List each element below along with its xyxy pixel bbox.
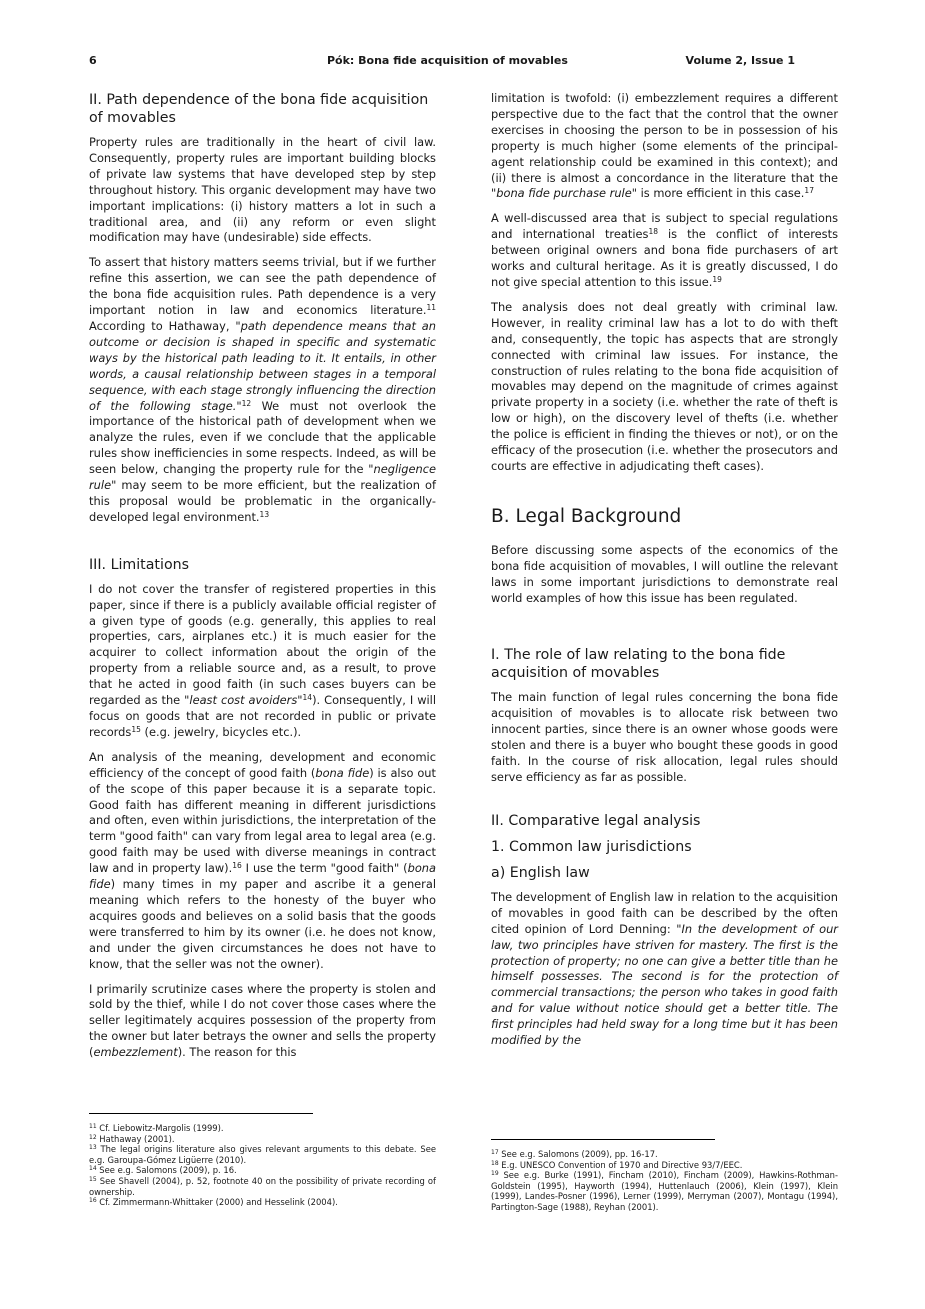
- footnote-ref[interactable]: 18: [648, 227, 658, 237]
- footnote: $^{15}$ See Shavell (2004), p. 52, footnote 40 on the possibility of private recording of ownership.: [89, 1175, 436, 1197]
- footnote: $^{11}$ Cf. Liebowitz-Margolis (1999).: [89, 1123, 224, 1133]
- section-heading-limitations: III. Limitations: [89, 556, 190, 573]
- subheading-english-law: a) English law: [491, 864, 590, 881]
- quotation: In the development of our law, two principles have striven for mastery. The first is the protection of property; no one can give a better title than he himself possesses. The second is for the protection of commercial transactions; the person who takes in good faith and for value without notice should get a better title. The first principles had held sway for a long time but it has been modified by the: [491, 921, 838, 1048]
- footnote-ref[interactable]: 11: [426, 303, 436, 313]
- running-title: Pók: Bona fide acquisition of movables: [327, 54, 568, 67]
- footnote-divider: [89, 1113, 313, 1114]
- paragraph: Before discussing some aspects of the economics of the bona fide acquisition of movables, I will outline the relevant laws in some important jurisdictions to demonstrate real world examples of how this issue has been regulated.: [491, 542, 838, 605]
- footnotes-right: [491, 1139, 838, 1213]
- paragraph: The main function of legal rules concerning the bona fide acquisition of movables is to allocate risk between two innocent parties, since there is an owner whose goods were stolen and there is a buyer who bought these goods in good faith. In the course of risk allocation, legal rules should serve efficiency as far as possible.: [491, 690, 838, 784]
- subheading-common-law: 1. Common law jurisdictions: [491, 838, 692, 855]
- paragraph: A well-discussed area that is subject to special regulations and international treaties$^{18}$ is the conflict of interests between original owners and bona fide purchasers of art works and cultural heritage. As it is greatly discussed, I do not give special attention to this issue.$^{19}$: [491, 211, 838, 289]
- footnote: $^{13}$ The legal origins literature also gives relevant arguments to this debate. See e.g. Garoupa-Gómez Ligüerre (2010).: [89, 1144, 436, 1165]
- footnote-ref[interactable]: 19: [712, 274, 722, 284]
- left-column: [89, 91, 436, 1070]
- footnote-ref[interactable]: 16: [232, 861, 242, 871]
- footnote: $^{16}$ Cf. Zimmermann-Whittaker (2000) and Hesselink (2004).: [89, 1197, 338, 1208]
- paragraph: The development of English law in relation to the acquisition of movables in good faith can be described by the often cited opinion of Lord Denning: "In the development of our law, two principles have striven for mastery. The first is the protection of property; no one can give a better title than he himself possesses. The second is for the protection of commercial transactions; the person who takes in good faith and for value without notice should get a better title. The first principles had held sway for a long time but it has been modified by the: [491, 889, 838, 1048]
- quotation: path dependence means that an outcome or decision is shaped in specific and systematic ways by the historical path leading to it. It entails, in other words, a causal relationship between stages in a temporal sequence, with each stage strongly influencing the direction of the following stage.: [89, 318, 436, 413]
- footnote-ref[interactable]: 12: [241, 398, 252, 408]
- right-column: [491, 91, 838, 1058]
- paragraph: I primarily scrutinize cases where the property is stolen and sold by the thief, while I do not cover those cases where the seller legitimately acquires possession of the property from the owner but later betrays the owner and sells the property (embezzlement). The reason for this: [89, 981, 436, 1060]
- page-number: 6: [89, 54, 97, 67]
- footnote: $^{17}$ See e.g. Salomons (2009), pp. 16-17.: [491, 1149, 658, 1159]
- footnote-ref[interactable]: 13: [259, 509, 270, 519]
- paragraph: To assert that history matters seems trivial, but if we further refine this assertion, we can see the path dependence of the bona fide acquisition rules. Path dependence is a very important notion in law and economics literature.$^{11}$ According to Hathaway, "path dependence means that an outcome or decision is shaped in specific and systematic ways by the historical path leading to it. It entails, in other words, a causal relationship between stages in a temporal sequence, with each stage strongly influencing the direction of the following stage."$^{12}$ We must not overlook the importance of the historical path of development when we analyze the rules, even if we conclude that the applicable rules show inefficiencies in some respects. Indeed, as will be seen below, changing the property rule for the "negligence rule" may seem to be more efficient, but the realization of this proposal would be problematic in the organically-developed legal environment.$^{13}$: [89, 255, 437, 524]
- footnote: $^{19}$ See e.g. Burke (1991), Fincham (2010), Fincham (2009), Hawkins-Rothman-Goldstein (1995), Hayworth (1994), Huttenlauch (2006), Klein (1997), Klein (1999), Landes-Posner (1996), Lerner (1999), Merryman (2007), Montagu (1994), Partington-Sage (1988), Reyhan (2001).: [491, 1170, 838, 1212]
- footnote-ref[interactable]: 15: [131, 724, 141, 734]
- footnote: $^{12}$ Hathaway (2001).: [89, 1133, 175, 1144]
- footnote-ref[interactable]: 14: [302, 693, 313, 703]
- footnote-ref[interactable]: 17: [804, 186, 814, 196]
- footnote: $^{14}$ See e.g. Salomons (2009), p. 16.: [89, 1165, 237, 1176]
- section-heading-legal-background: B. Legal Background: [491, 505, 682, 527]
- section-heading-comparative-analysis: II. Comparative legal analysis: [491, 812, 701, 829]
- footnotes-left: [89, 1113, 436, 1208]
- footnote-divider: [491, 1139, 715, 1140]
- section-heading-role-of-law: I. The role of law relating to the bona fide acquisition of movables: [491, 647, 786, 682]
- section-heading-path-dependence: II. Path dependence of the bona fide acquisition of movables: [89, 92, 429, 126]
- paragraph: I do not cover the transfer of registered properties in this paper, since if there is a publicly available official register of a given type of goods (e.g. generally, this applies to real properties, cars, airplanes etc.) it is much easier for the acquirer to collect information about the origin of the property from a reliable source and, as a result, to prove that he acted in good faith (in such cases buyers can be regarded as the "least cost avoiders"$^{14}$). Consequently, I will focus on goods that are not recorded in public or private records$^{15}$ (e.g. jewelry, bicycles etc.).: [89, 581, 437, 739]
- paragraph: Property rules are traditionally in the heart of civil law. Consequently, property rules are important building blocks of private law systems that have developed step by step throughout history. This organic development may have two important implications: (i) history matters a lot in such a traditional area, and (ii) any reform or even slight modification may have (undesirable) side effects.: [89, 135, 436, 245]
- paragraph: The analysis does not deal greatly with criminal law. However, in reality criminal law has a lot to do with theft and, consequently, the topic has aspects that are strongly connected with criminal law issues. For instance, the construction of rules relating to the bona fide acquisition of movables may depend on the magnitude of crimes against private property in a society (i.e. whether the rate of theft is low or high), on the discovery level of thefts (i.e. whether the police is efficient in finding the thieves or not), or on the efficacy of the prosecution (i.e. whether the prosecutors and courts are effective in adjudicating theft cases).: [491, 299, 838, 473]
- paragraph: An analysis of the meaning, development and economic efficiency of the concept of good faith (bona fide) is also out of the scope of this paper because it is a separate topic. Good faith has different meaning in different jurisdictions and often, even within jurisdictions, the interpretation of the term "good faith" can vary from legal area to legal area (e.g. good faith may be used with diverse meanings in contract law and in property law).$^{16}$ I use the term "good faith" (bona fide) many times in my paper and ascribe it a general meaning which refers to the honesty of the buyer who acquires goods and believes on a solid basis that the goods were transferred to him by its owner (i.e. he does not know, and under the given circumstances he does not have to know, that the seller was not the owner).: [89, 749, 436, 971]
- volume-issue: Volume 2, Issue 1: [685, 54, 795, 67]
- footnote: $^{18}$ E.g. UNESCO Convention of 1970 and Directive 93/7/EEC.: [491, 1159, 743, 1170]
- running-header: [89, 54, 795, 70]
- paragraph: limitation is twofold: (i) embezzlement requires a different perspective due to the fact that the control that the owner exercises in choosing the person to be in possession of his property is much higher (some elements of the principal-agent relationship could be examined in this context); and (ii) there is almost a concordance in the literature that the "bona fide purchase rule" is more efficient in this case.$^{17}$: [491, 91, 838, 201]
